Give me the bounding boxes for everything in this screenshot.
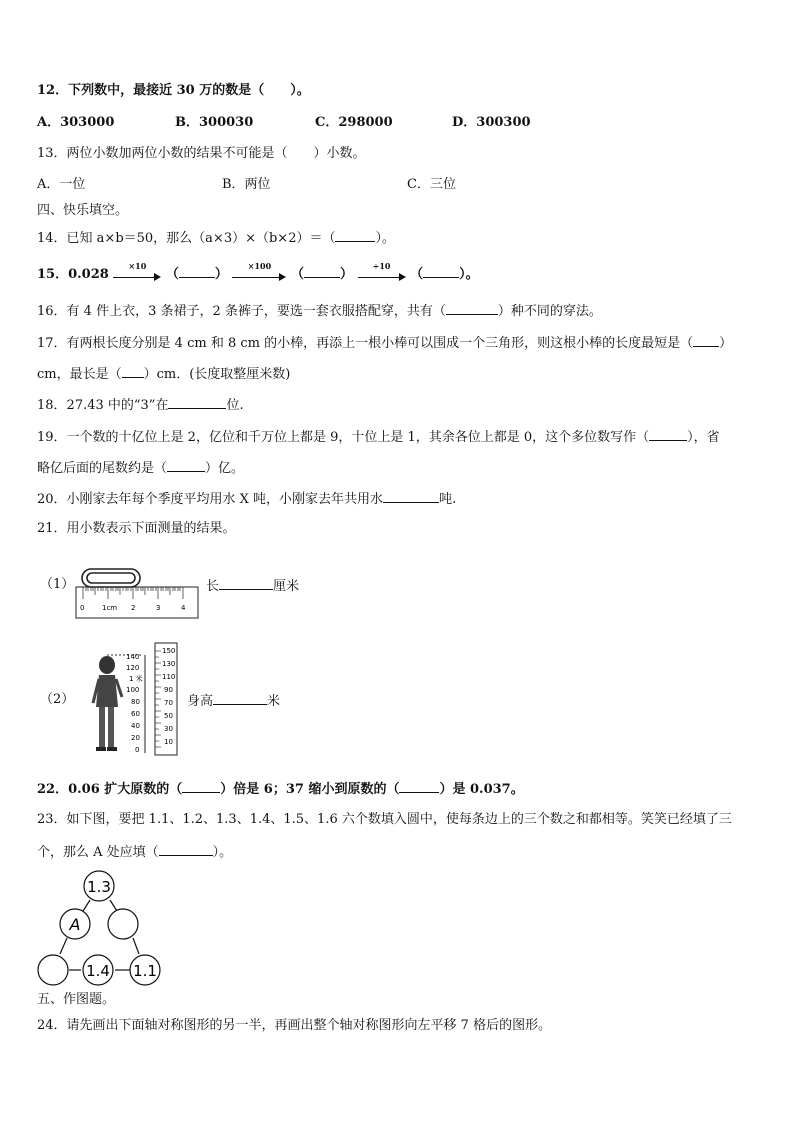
q12-stem: 12．下列数中，最接近 30 万的数是（ ）。 <box>37 83 310 98</box>
q17-blank-2[interactable] <box>122 365 144 378</box>
q19-line-1 <box>37 428 720 446</box>
q14-blank[interactable] <box>335 229 375 242</box>
q23-text-2: 个，那么 A 处应填（ <box>37 845 159 860</box>
q23-tail: ）。 <box>212 845 233 860</box>
q19-line-2 <box>37 459 244 477</box>
q15-rp-1: ） <box>214 267 228 282</box>
q14-tail: ）。 <box>375 231 395 246</box>
right-scale-90: 90 <box>164 686 173 694</box>
left-scale-80: 80 <box>131 698 140 706</box>
q15-rp-3: ） <box>459 267 466 282</box>
right-scale-130: 130 <box>162 660 176 668</box>
q15-blank-1[interactable] <box>179 265 215 278</box>
q21-part2-unit: 米 <box>267 694 281 709</box>
q13-option-b: B．两位 <box>222 177 271 192</box>
q19-tail-1: ），省 <box>687 430 720 445</box>
q15-op3: ÷10 <box>372 260 391 271</box>
left-scale-60: 60 <box>131 710 140 718</box>
q24-stem: 24．请先画出下面轴对称图形的另一半，再画出整个轴对称图形向左平移 7 格后的图形。 <box>37 1018 552 1033</box>
q13-option-c: C．三位 <box>407 177 456 192</box>
q15-blank-2[interactable] <box>304 265 340 278</box>
q15-line <box>37 260 479 283</box>
left-scale-140: 140 <box>126 653 140 661</box>
q21-part2-label: （2） <box>40 692 75 707</box>
q17-tail-1: ） <box>719 336 733 351</box>
q22-text-a: 22．0.06 扩大原数的（ <box>37 782 183 797</box>
right-scale-10: 10 <box>164 738 173 746</box>
q17-blank-1[interactable] <box>693 334 719 347</box>
q15-lp-3: （ <box>410 267 424 282</box>
left-scale-100: 100 <box>126 686 140 694</box>
q15-arrow-3 <box>358 260 406 282</box>
q15-op2: ×100 <box>247 260 272 271</box>
q22-blank-2[interactable] <box>399 780 439 793</box>
circle-right-empty[interactable] <box>108 909 138 939</box>
q15-end: 。 <box>465 267 479 282</box>
q18-text: 18．27.43 中的“3”在 <box>37 398 169 413</box>
q13-stem: 13．两位小数加两位小数的结果不可能是（ ）小数。 <box>37 146 366 161</box>
q15-lp-1: （ <box>165 267 179 282</box>
q14-line <box>37 229 395 247</box>
q13-option-a: A．一位 <box>37 177 86 192</box>
ruler-tick-4: 4 <box>181 604 186 612</box>
q18-line <box>37 396 244 414</box>
ruler-tick-2: 2 <box>131 604 136 612</box>
left-scale-120: 120 <box>126 664 140 672</box>
right-scale-50: 50 <box>164 712 173 720</box>
ruler-tick-0: 0 <box>80 604 85 612</box>
section-5-heading: 五、作图题。 <box>37 992 116 1007</box>
left-scale-40: 40 <box>131 722 140 730</box>
q14-text: 14．已知 a×b＝50，那么（a×3）×（b×2）＝（ <box>37 231 336 246</box>
left-scale-0: 0 <box>135 746 140 754</box>
q17-line-2 <box>37 365 290 383</box>
q19-tail-2: ）亿。 <box>205 461 245 476</box>
q16-blank[interactable] <box>446 302 498 315</box>
q23-blank[interactable] <box>159 843 213 856</box>
q21-stem: 21．用小数表示下面测量的结果。 <box>37 521 236 536</box>
q17-text-1: 17．有两根长度分别是 4 cm 和 8 cm 的小棒，再添上一根小棒可以围成一个三角形，则这根小棒的长度最短是（ <box>37 336 694 351</box>
right-scale-110: 110 <box>162 673 176 681</box>
q15-op1: ×10 <box>128 260 147 271</box>
right-scale-70: 70 <box>164 699 173 707</box>
q17-text-3: ）cm．(长度取整厘米数) <box>143 367 291 382</box>
q22-blank-1[interactable] <box>182 780 220 793</box>
q22-line <box>37 780 524 798</box>
right-scale-30: 30 <box>164 725 173 733</box>
q23-line-1: 23．如下图，要把 1.1、1.2、1.3、1.4、1.5、1.6 六个数填入圆中，使每条边上的三个数之和都相等。笑笑已经填了三 <box>37 812 732 827</box>
circle-bottom-left-empty[interactable] <box>38 955 68 985</box>
circle-bottom-middle-value: 1.4 <box>86 962 110 980</box>
q15-arrow-2 <box>232 260 286 282</box>
q21-part1-label: （1） <box>40 577 75 592</box>
q12-option-c: C．298000 <box>315 115 393 130</box>
left-scale-1m: 1 米 <box>129 675 143 683</box>
section-4-heading: 四、快乐填空。 <box>37 203 129 218</box>
q21-part2-prefix: 身高 <box>187 694 214 709</box>
q15-blank-3[interactable] <box>423 265 459 278</box>
q22-text-c: ）是 0.037。 <box>439 782 524 797</box>
height-measure-figure <box>85 637 183 759</box>
q20-line <box>37 490 456 508</box>
q15-lp-2: （ <box>290 267 304 282</box>
q18-tail: 位. <box>226 398 244 413</box>
paperclip-icon <box>82 569 140 587</box>
q23-line-2 <box>37 843 232 861</box>
q17-text-2: cm，最长是（ <box>37 367 122 382</box>
circle-bottom-right-value: 1.1 <box>133 962 157 980</box>
q19-blank-2[interactable] <box>167 459 205 472</box>
q15-arrow-1 <box>113 260 161 282</box>
q19-text-1: 19．一个数的十亿位上是 2，亿位和千万位上都是 9，十位上是 1，其余各位上都是 0，这个多位数写作（ <box>37 430 650 445</box>
q15-rp-2: ） <box>339 267 353 282</box>
q16-text: 16．有 4 件上衣，3 条裙子，2 条裤子，要选一套衣服搭配穿，共有（ <box>37 304 446 319</box>
right-scale-150: 150 <box>162 647 176 655</box>
circle-a-label: A <box>69 915 81 934</box>
q16-line <box>37 302 602 320</box>
q22-text-b: ）倍是 6；37 缩小到原数的（ <box>220 782 400 797</box>
q19-text-2: 略亿后面的尾数约是（ <box>37 461 168 476</box>
q16-tail: ）种不同的穿法。 <box>497 304 602 319</box>
q18-blank[interactable] <box>168 396 226 409</box>
ruler-tick-1: 1cm <box>102 604 118 612</box>
q12-option-a: A．303000 <box>37 115 115 130</box>
q20-tail: 吨. <box>439 492 457 507</box>
q21-part2-answer <box>187 692 280 710</box>
q20-text: 20．小刚家去年每个季度平均用水 X 吨，小刚家去年共用水 <box>37 492 384 507</box>
q21-part1-prefix: 长 <box>206 579 220 594</box>
q12-option-d: D．300300 <box>452 115 531 130</box>
circle-top-value: 1.3 <box>87 878 111 896</box>
q17-line-1 <box>37 334 732 352</box>
left-scale-20: 20 <box>131 734 140 742</box>
triangle-circle-diagram <box>35 868 165 988</box>
ruler-tick-3: 3 <box>156 604 161 612</box>
q21-part2-blank[interactable] <box>213 692 267 705</box>
q21-part1-blank[interactable] <box>219 577 273 590</box>
q12-option-b: B．300030 <box>175 115 254 130</box>
q21-part1-unit: 厘米 <box>273 579 300 594</box>
q21-part1-answer <box>206 577 299 595</box>
q19-blank-1[interactable] <box>649 428 687 441</box>
paperclip-ruler-figure <box>74 563 202 621</box>
q20-blank[interactable] <box>383 490 439 503</box>
q15-start: 15．0.028 <box>37 267 109 282</box>
